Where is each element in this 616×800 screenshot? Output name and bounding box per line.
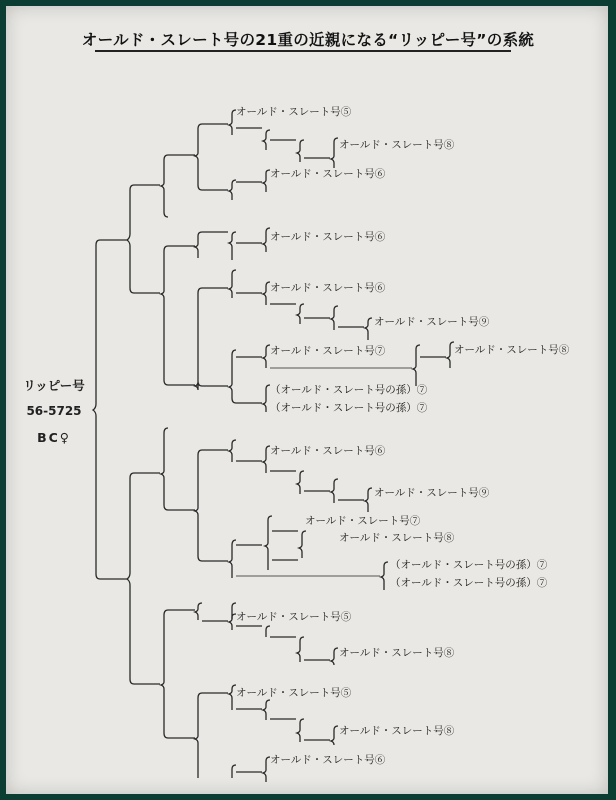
pedigree-entry: （オールド・スレート号の孫）⑦ <box>390 559 548 571</box>
pedigree-entry: オールド・スレート号⑥ <box>270 445 386 457</box>
brace-l4-e <box>195 603 202 620</box>
pedigree-entry: オールド・スレート号⑨ <box>374 487 490 499</box>
pedigree-entry: オールド・スレート号⑤ <box>236 611 352 623</box>
brace-l4-a <box>195 124 202 190</box>
brace-l3-a <box>161 155 168 217</box>
brace-l5-e <box>229 350 236 403</box>
brace-l5-d <box>229 270 236 298</box>
pedigree-entry: オールド・スレート号⑥ <box>270 168 386 180</box>
pedigree-entry: オールド・スレート号⑧ <box>339 725 455 737</box>
pedigree-entry: オールド・スレート号⑨ <box>374 316 490 328</box>
root-horse-number: 56-5725 <box>26 404 82 418</box>
pedigree-entry: オールド・スレート号⑦ <box>270 345 386 357</box>
brace-sire <box>127 185 134 293</box>
brace-dam <box>127 473 134 684</box>
pedigree-entry: （オールド・スレート号の孫）⑦ <box>270 402 428 414</box>
brace-l3-d <box>161 610 168 738</box>
pedigree-entry: オールド・スレート号⑦ <box>305 515 421 527</box>
pedigree-entry: オールド・スレート号⑥ <box>270 282 386 294</box>
brace-l5-i <box>229 685 236 710</box>
brace-l3-c <box>161 428 168 510</box>
brace-l5-f <box>229 440 236 462</box>
pedigree-entry: オールド・スレート号⑤ <box>236 106 352 118</box>
brace-l4-b <box>195 232 202 258</box>
brace-l4-f <box>195 693 202 778</box>
pedigree-entry: オールド・スレート号⑧ <box>454 344 570 356</box>
brace-l5-j <box>232 765 236 778</box>
brace-l5-c <box>229 232 236 260</box>
pedigree-entry: （オールド・スレート号の孫）⑦ <box>270 384 428 396</box>
brace-root <box>93 240 100 579</box>
pedigree-entry: オールド・スレート号⑧ <box>339 139 455 151</box>
pedigree-entry: オールド・スレート号⑥ <box>270 754 386 766</box>
pedigree-entry: オールド・スレート号⑧ <box>339 647 455 659</box>
root-horse-breed: BC♀ <box>37 430 71 445</box>
pedigree-entry: オールド・スレート号⑥ <box>270 231 386 243</box>
brace-l4-c <box>195 288 202 390</box>
brace-l5-g <box>229 540 236 578</box>
root-horse-name: リッピー号 <box>23 378 85 393</box>
pedigree-entry: （オールド・スレート号の孫）⑦ <box>390 577 548 589</box>
pedigree-entry: オールド・スレート号⑤ <box>236 687 352 699</box>
page-title: オールド・スレート号の21重の近親になる“リッピー号”の系統 <box>81 31 535 49</box>
brace-l3-b <box>161 246 168 385</box>
pedigree-entry: オールド・スレート号⑧ <box>339 532 455 544</box>
brace-l5-a <box>229 110 236 135</box>
brace-l4-d <box>195 450 202 561</box>
brace-l5-b <box>229 180 236 200</box>
